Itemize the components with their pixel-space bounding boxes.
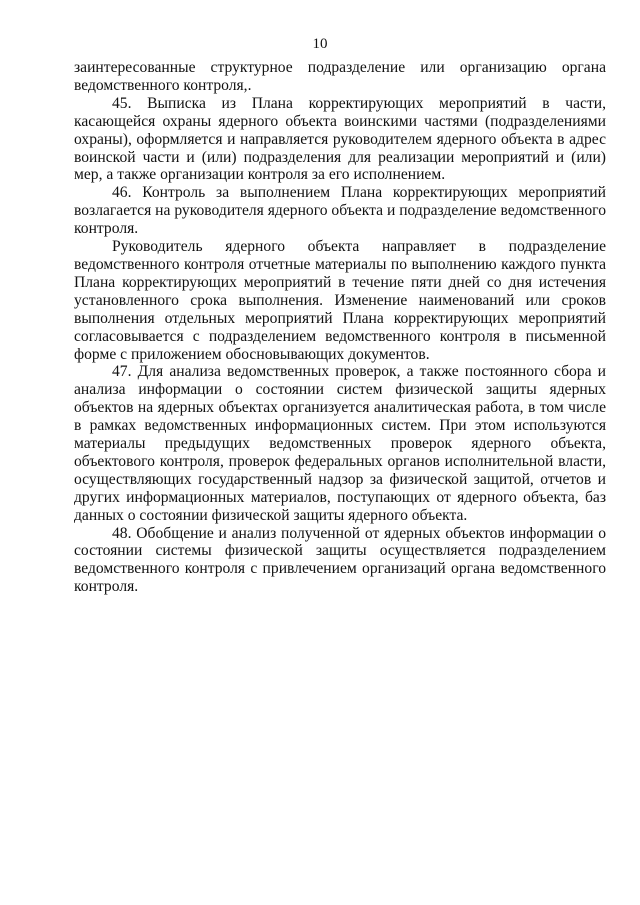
paragraph-46-continued: Руководитель ядерного объекта направляет в подразделение ведомственного контроля отчетные материалы по выполнению каждого пункта Плана корректирующих мероприятий в течение пяти дней со дня истечения установленного срока выполнения. Изменение наименований или сроков выполнения отдельных мероприятий Плана корректирующих мероприятий согласовывается с подразделением ведомственного контроля в письменной форме с приложением обосновывающих документов. [74,238,606,363]
page-number: 10 [312,36,328,52]
paragraph-47: 47. Для анализа ведомственных проверок, а также постоянного сбора и анализа информации о состоянии систем физической защиты ядерных объектов на ядерных объектах организуется аналитическая работа, в том числе в рамках ведомственных информационных систем. При этом используются материалы предыдущих ведомственных проверок ядерного объекта, объектового контроля, проверок федеральных органов исполнительной власти, осуществляющих государственный надзор за физической защитой, отчетов и других информационных материалов, поступающих от ядерного объекта, баз данных о состоянии физической защиты ядерного объекта. [74,363,606,524]
paragraph-46: 46. Контроль за выполнением Плана корректирующих мероприятий возлагается на руководителя ядерного объекта и подразделение ведомственного контроля. [74,184,606,238]
paragraph-continuation: заинтересованные структурное подразделение или организацию органа ведомственного контроля,. [74,59,606,94]
paragraph-45: 45. Выписка из Плана корректирующих мероприятий в части, касающейся охраны ядерного объекта воинскими частями (подразделениями охраны), оформляется и направляется руководителем ядерного объекта в адрес воинской части и (или) подразделения для реализации мероприятий и (или) мер, а также организации контроля за его исполнением. [74,94,606,184]
document-body [74,59,606,596]
paragraph-48: 48. Обобщение и анализ полученной от ядерных объектов информации о состоянии системы физической защиты осуществляется подразделением ведомственного контроля с привлечением организаций органа ведомственного контроля. [74,524,606,596]
